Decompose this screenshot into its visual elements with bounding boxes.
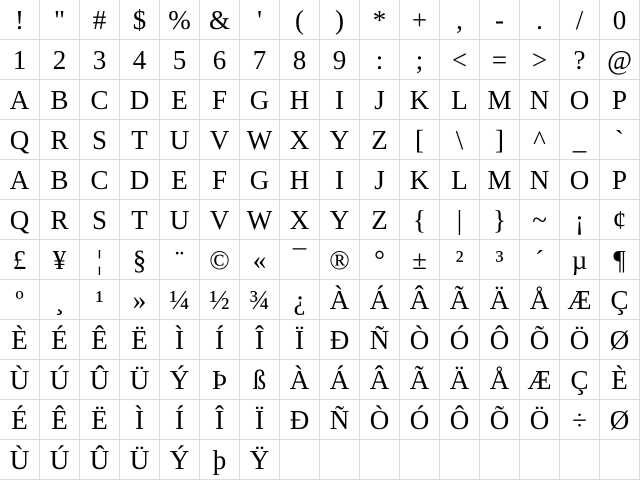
glyph-cell: U bbox=[160, 120, 200, 160]
glyph-cell: ² bbox=[440, 240, 480, 280]
glyph-cell: Á bbox=[320, 360, 360, 400]
glyph-cell: # bbox=[80, 0, 120, 40]
glyph-cell: À bbox=[320, 280, 360, 320]
glyph-cell: Ì bbox=[160, 320, 200, 360]
glyph-cell: Ÿ bbox=[240, 440, 280, 480]
glyph-cell: N bbox=[520, 80, 560, 120]
glyph-cell: 3 bbox=[80, 40, 120, 80]
glyph-cell: « bbox=[240, 240, 280, 280]
glyph-cell: O bbox=[560, 80, 600, 120]
glyph-cell: Õ bbox=[480, 400, 520, 440]
glyph-cell: Ý bbox=[160, 440, 200, 480]
glyph-cell: W bbox=[240, 120, 280, 160]
glyph-cell: Ã bbox=[400, 360, 440, 400]
glyph-cell: [ bbox=[400, 120, 440, 160]
glyph-cell: } bbox=[480, 200, 520, 240]
glyph-cell: Q bbox=[0, 120, 40, 160]
charmap-row bbox=[0, 80, 640, 120]
glyph-cell: Ä bbox=[480, 280, 520, 320]
glyph-cell: Ø bbox=[600, 400, 640, 440]
glyph-cell: T bbox=[120, 120, 160, 160]
glyph-cell: G bbox=[240, 160, 280, 200]
glyph-cell: C bbox=[80, 160, 120, 200]
glyph-cell: H bbox=[280, 80, 320, 120]
glyph-cell: " bbox=[40, 0, 80, 40]
glyph-cell: @ bbox=[600, 40, 640, 80]
glyph-cell: H bbox=[280, 160, 320, 200]
glyph-cell: Ô bbox=[440, 400, 480, 440]
glyph-cell: ° bbox=[360, 240, 400, 280]
glyph-cell: S bbox=[80, 200, 120, 240]
glyph-cell: Â bbox=[360, 360, 400, 400]
glyph-cell: 7 bbox=[240, 40, 280, 80]
glyph-cell: Ì bbox=[120, 400, 160, 440]
glyph-cell: A bbox=[0, 160, 40, 200]
glyph-cell bbox=[440, 440, 480, 480]
charmap-row bbox=[0, 160, 640, 200]
glyph-cell: G bbox=[240, 80, 280, 120]
glyph-cell: O bbox=[560, 160, 600, 200]
glyph-cell: ® bbox=[320, 240, 360, 280]
glyph-cell: { bbox=[400, 200, 440, 240]
glyph-cell: < bbox=[440, 40, 480, 80]
glyph-cell: ¹ bbox=[80, 280, 120, 320]
glyph-cell: W bbox=[240, 200, 280, 240]
glyph-cell: Â bbox=[400, 280, 440, 320]
glyph-cell bbox=[520, 440, 560, 480]
glyph-cell: þ bbox=[200, 440, 240, 480]
glyph-cell: ¸ bbox=[40, 280, 80, 320]
glyph-cell: E bbox=[160, 80, 200, 120]
glyph-cell: Ê bbox=[40, 400, 80, 440]
glyph-cell: L bbox=[440, 160, 480, 200]
glyph-cell: X bbox=[280, 120, 320, 160]
glyph-cell: Ï bbox=[240, 400, 280, 440]
glyph-cell: ³ bbox=[480, 240, 520, 280]
glyph-cell: Þ bbox=[200, 360, 240, 400]
glyph-cell: 1 bbox=[0, 40, 40, 80]
glyph-cell: È bbox=[0, 320, 40, 360]
glyph-cell: ß bbox=[240, 360, 280, 400]
glyph-cell bbox=[560, 440, 600, 480]
glyph-cell: ¡ bbox=[560, 200, 600, 240]
glyph-cell: ÷ bbox=[560, 400, 600, 440]
glyph-cell: Ê bbox=[80, 320, 120, 360]
glyph-cell: I bbox=[320, 80, 360, 120]
glyph-cell: J bbox=[360, 160, 400, 200]
charmap-row bbox=[0, 280, 640, 320]
glyph-cell: ~ bbox=[520, 200, 560, 240]
glyph-cell: C bbox=[80, 80, 120, 120]
glyph-cell: L bbox=[440, 80, 480, 120]
glyph-cell: Î bbox=[240, 320, 280, 360]
glyph-cell: ) bbox=[320, 0, 360, 40]
glyph-cell: Ç bbox=[560, 360, 600, 400]
glyph-cell: ¢ bbox=[600, 200, 640, 240]
glyph-cell: ! bbox=[0, 0, 40, 40]
glyph-cell: Ò bbox=[400, 320, 440, 360]
glyph-cell: Ö bbox=[520, 400, 560, 440]
glyph-cell: Í bbox=[200, 320, 240, 360]
glyph-cell bbox=[480, 440, 520, 480]
glyph-cell: A bbox=[0, 80, 40, 120]
glyph-cell: Z bbox=[360, 120, 400, 160]
glyph-cell: ¾ bbox=[240, 280, 280, 320]
glyph-cell: Ü bbox=[120, 440, 160, 480]
glyph-cell: _ bbox=[560, 120, 600, 160]
glyph-cell: V bbox=[200, 200, 240, 240]
glyph-cell: T bbox=[120, 200, 160, 240]
glyph-cell: 6 bbox=[200, 40, 240, 80]
glyph-cell: M bbox=[480, 80, 520, 120]
glyph-cell: Q bbox=[0, 200, 40, 240]
glyph-cell: Î bbox=[200, 400, 240, 440]
glyph-cell: F bbox=[200, 80, 240, 120]
glyph-cell: 4 bbox=[120, 40, 160, 80]
glyph-cell: ¨ bbox=[160, 240, 200, 280]
glyph-cell: Ð bbox=[320, 320, 360, 360]
glyph-cell: Û bbox=[80, 440, 120, 480]
glyph-cell: $ bbox=[120, 0, 160, 40]
glyph-cell: ? bbox=[560, 40, 600, 80]
glyph-cell: F bbox=[200, 160, 240, 200]
glyph-cell: µ bbox=[560, 240, 600, 280]
glyph-cell: & bbox=[200, 0, 240, 40]
glyph-cell: , bbox=[440, 0, 480, 40]
charmap-row bbox=[0, 360, 640, 400]
glyph-cell: 2 bbox=[40, 40, 80, 80]
glyph-cell: D bbox=[120, 160, 160, 200]
glyph-cell bbox=[280, 440, 320, 480]
glyph-cell: Ø bbox=[600, 320, 640, 360]
charmap-row bbox=[0, 120, 640, 160]
glyph-cell: M bbox=[480, 160, 520, 200]
glyph-cell: 0 bbox=[600, 0, 640, 40]
glyph-cell: R bbox=[40, 200, 80, 240]
glyph-cell: Ó bbox=[440, 320, 480, 360]
glyph-cell: À bbox=[280, 360, 320, 400]
glyph-cell: ; bbox=[400, 40, 440, 80]
glyph-cell: Ç bbox=[600, 280, 640, 320]
glyph-cell: : bbox=[360, 40, 400, 80]
charmap-row bbox=[0, 40, 640, 80]
glyph-cell: Å bbox=[520, 280, 560, 320]
charmap-row bbox=[0, 0, 640, 40]
glyph-cell bbox=[600, 440, 640, 480]
glyph-cell: ½ bbox=[200, 280, 240, 320]
glyph-cell: Õ bbox=[520, 320, 560, 360]
glyph-cell: » bbox=[120, 280, 160, 320]
glyph-cell: + bbox=[400, 0, 440, 40]
glyph-cell: S bbox=[80, 120, 120, 160]
glyph-cell: N bbox=[520, 160, 560, 200]
glyph-cell: K bbox=[400, 80, 440, 120]
glyph-cell: £ bbox=[0, 240, 40, 280]
glyph-cell: Å bbox=[480, 360, 520, 400]
glyph-cell: Ä bbox=[440, 360, 480, 400]
glyph-cell: Ð bbox=[280, 400, 320, 440]
charmap-row bbox=[0, 200, 640, 240]
glyph-cell: Ý bbox=[160, 360, 200, 400]
glyph-cell: U bbox=[160, 200, 200, 240]
glyph-cell: D bbox=[120, 80, 160, 120]
glyph-cell: Ù bbox=[0, 440, 40, 480]
glyph-cell: B bbox=[40, 160, 80, 200]
glyph-cell: > bbox=[520, 40, 560, 80]
glyph-cell: Y bbox=[320, 200, 360, 240]
glyph-cell: Æ bbox=[520, 360, 560, 400]
glyph-cell: Ù bbox=[0, 360, 40, 400]
glyph-cell: É bbox=[40, 320, 80, 360]
glyph-cell: X bbox=[280, 200, 320, 240]
glyph-cell bbox=[320, 440, 360, 480]
glyph-cell: º bbox=[0, 280, 40, 320]
charmap-row bbox=[0, 320, 640, 360]
glyph-cell: R bbox=[40, 120, 80, 160]
glyph-cell: V bbox=[200, 120, 240, 160]
glyph-cell: Æ bbox=[560, 280, 600, 320]
glyph-cell: Ë bbox=[80, 400, 120, 440]
glyph-cell: 5 bbox=[160, 40, 200, 80]
glyph-cell: E bbox=[160, 160, 200, 200]
glyph-cell: Z bbox=[360, 200, 400, 240]
glyph-cell: © bbox=[200, 240, 240, 280]
glyph-cell: / bbox=[560, 0, 600, 40]
glyph-cell: ^ bbox=[520, 120, 560, 160]
glyph-cell: ' bbox=[240, 0, 280, 40]
glyph-cell: 9 bbox=[320, 40, 360, 80]
glyph-cell: J bbox=[360, 80, 400, 120]
glyph-cell: Ö bbox=[560, 320, 600, 360]
glyph-cell: Ã bbox=[440, 280, 480, 320]
glyph-cell: Ó bbox=[400, 400, 440, 440]
glyph-cell: Ú bbox=[40, 440, 80, 480]
glyph-cell: ] bbox=[480, 120, 520, 160]
glyph-cell: ( bbox=[280, 0, 320, 40]
glyph-cell: Û bbox=[80, 360, 120, 400]
glyph-cell: Ú bbox=[40, 360, 80, 400]
glyph-cell: - bbox=[480, 0, 520, 40]
glyph-cell: \ bbox=[440, 120, 480, 160]
glyph-cell: Ñ bbox=[360, 320, 400, 360]
glyph-cell: Ï bbox=[280, 320, 320, 360]
glyph-cell bbox=[360, 440, 400, 480]
glyph-cell: Ò bbox=[360, 400, 400, 440]
glyph-cell: = bbox=[480, 40, 520, 80]
glyph-cell: Ë bbox=[120, 320, 160, 360]
glyph-cell: Á bbox=[360, 280, 400, 320]
glyph-cell: | bbox=[440, 200, 480, 240]
glyph-cell: B bbox=[40, 80, 80, 120]
glyph-cell: P bbox=[600, 80, 640, 120]
glyph-cell: ¥ bbox=[40, 240, 80, 280]
charmap-row bbox=[0, 240, 640, 280]
glyph-cell: ¿ bbox=[280, 280, 320, 320]
glyph-cell: Ü bbox=[120, 360, 160, 400]
glyph-cell: ´ bbox=[520, 240, 560, 280]
glyph-cell: P bbox=[600, 160, 640, 200]
glyph-cell bbox=[400, 440, 440, 480]
glyph-cell: * bbox=[360, 0, 400, 40]
glyph-cell: I bbox=[320, 160, 360, 200]
glyph-cell: ¼ bbox=[160, 280, 200, 320]
glyph-cell: Y bbox=[320, 120, 360, 160]
glyph-cell: . bbox=[520, 0, 560, 40]
glyph-cell: È bbox=[600, 360, 640, 400]
glyph-cell: ¯ bbox=[280, 240, 320, 280]
glyph-cell: É bbox=[0, 400, 40, 440]
glyph-cell: 8 bbox=[280, 40, 320, 80]
charmap-row bbox=[0, 440, 640, 480]
glyph-cell: Ô bbox=[480, 320, 520, 360]
glyph-cell: Ñ bbox=[320, 400, 360, 440]
glyph-cell: § bbox=[120, 240, 160, 280]
glyph-cell: ¦ bbox=[80, 240, 120, 280]
glyph-cell: ¶ bbox=[600, 240, 640, 280]
glyph-cell: Í bbox=[160, 400, 200, 440]
glyph-cell: ` bbox=[600, 120, 640, 160]
glyph-cell: K bbox=[400, 160, 440, 200]
glyph-cell: % bbox=[160, 0, 200, 40]
charmap-row bbox=[0, 400, 640, 440]
glyph-cell: ± bbox=[400, 240, 440, 280]
